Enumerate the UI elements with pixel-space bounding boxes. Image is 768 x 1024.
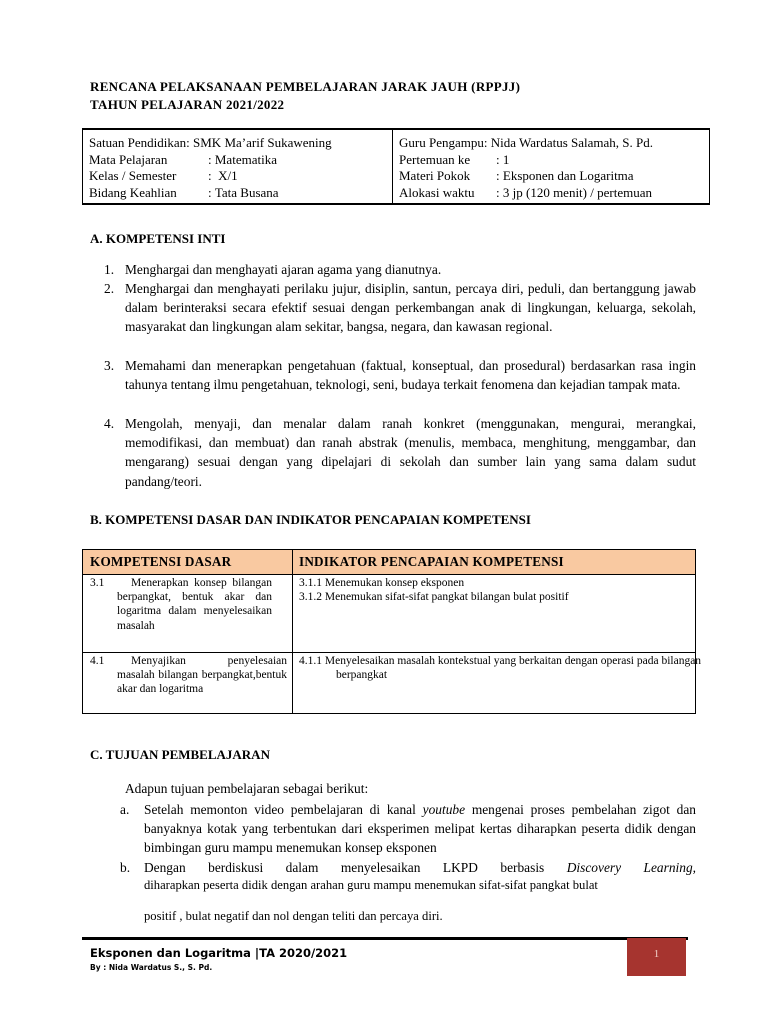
identity-right-column	[399, 135, 653, 202]
identity-row: Bidang Keahlian : Tata Busana	[89, 185, 279, 201]
objective-b-line2: diharapkan peserta didik dengan arahan guru mampu menemukan sifat-sifat pangkat bulat	[144, 878, 598, 892]
objective-b: Dengan berdiskusi dalam menyelesaikan LKPD berbasis Discovery Learning,	[144, 860, 696, 875]
italic-term: youtube	[422, 802, 466, 817]
identity-row: Mata Pelajaran : Matematika	[89, 151, 277, 167]
objective-a-label: a.	[120, 802, 130, 817]
indicator-item: 3.1.1 Menemukan konsep eksponen	[299, 577, 465, 589]
identity-row: Alokasi waktu : 3 jp (120 menit) / pertemuan	[399, 185, 652, 201]
section-c-heading: C. TUJUAN PEMBELAJARAN	[90, 747, 270, 762]
document-title: RENCANA PELAKSANAAN PEMBELAJARAN JARAK JAUH (RPPJJ)	[90, 79, 521, 94]
identity-row: Kelas / Semester : X/1	[89, 168, 238, 184]
footer-divider	[82, 937, 688, 940]
objective-a: Setelah memonton video pembelajaran di kanal youtube mengenai proses pembelahan zigot dan banyaknya kotak yang terbentukan dari eksperimen melipat kertas diharapkan peserta didik dengan bimbingan guru mampu menemukan konsep eksponen	[144, 802, 696, 856]
column-header-indikator: INDIKATOR PENCAPAIAN KOMPETENSI	[299, 554, 564, 569]
identity-row: Materi Pokok : Eksponen dan Logaritma	[399, 168, 634, 184]
column-header-kd: KOMPETENSI DASAR	[90, 554, 232, 569]
section-a-heading: A. KOMPETENSI INTI	[90, 231, 226, 246]
indicator-item: 3.1.2 Menemukan sifat-sifat pangkat bilangan bulat positif	[299, 591, 569, 604]
identity-left-column	[89, 135, 332, 202]
identity-row: Guru Pengampu: Nida Wardatus Salamah, S. Pd.	[399, 135, 654, 150]
section-b-heading: B. KOMPETENSI DASAR DAN INDIKATOR PENCAPAIAN KOMPETENSI	[90, 512, 531, 527]
page-number: 1	[653, 948, 660, 960]
competency-table	[82, 549, 702, 714]
objectives-intro: Adapun tujuan pembelajaran sebagai berikut:	[125, 781, 369, 796]
kd-description: Menyajikan penyelesaian masalah bilangan berpangkat,bentuk akar dan logaritma	[117, 655, 287, 696]
kd-description: Menerapkan konsep bilangan berpangkat, bentuk akar dan logaritma dalam menyelesaikan masalah	[117, 577, 272, 632]
academic-year: TAHUN PELAJARAN 2021/2022	[90, 97, 285, 112]
identity-row: Satuan Pendidikan: SMK Ma’arif Sukawening	[89, 135, 332, 150]
identity-table	[82, 128, 710, 205]
objective-b-line3: positif , bulat negatif dan nol dengan teliti dan percaya diri.	[144, 909, 443, 923]
identity-row: Pertemuan ke : 1	[399, 151, 510, 167]
objective-b-label: b.	[120, 860, 131, 875]
footer-title: Eksponen dan Logaritma |TA 2020/2021	[90, 946, 348, 960]
italic-term: Discovery Learning,	[566, 860, 696, 875]
footer-author: By : Nida Wardatus S., S. Pd.	[90, 963, 213, 972]
indicator-item: 4.1.1 Menyelesaikan masalah kontekstual yang berkaitan dengan operasi pada bilangan berpangkat	[299, 655, 702, 682]
table-header	[83, 550, 695, 575]
kd-number: 3.1	[90, 577, 105, 589]
kd-number: 4.1	[90, 655, 105, 667]
indicator-list	[299, 576, 689, 604]
